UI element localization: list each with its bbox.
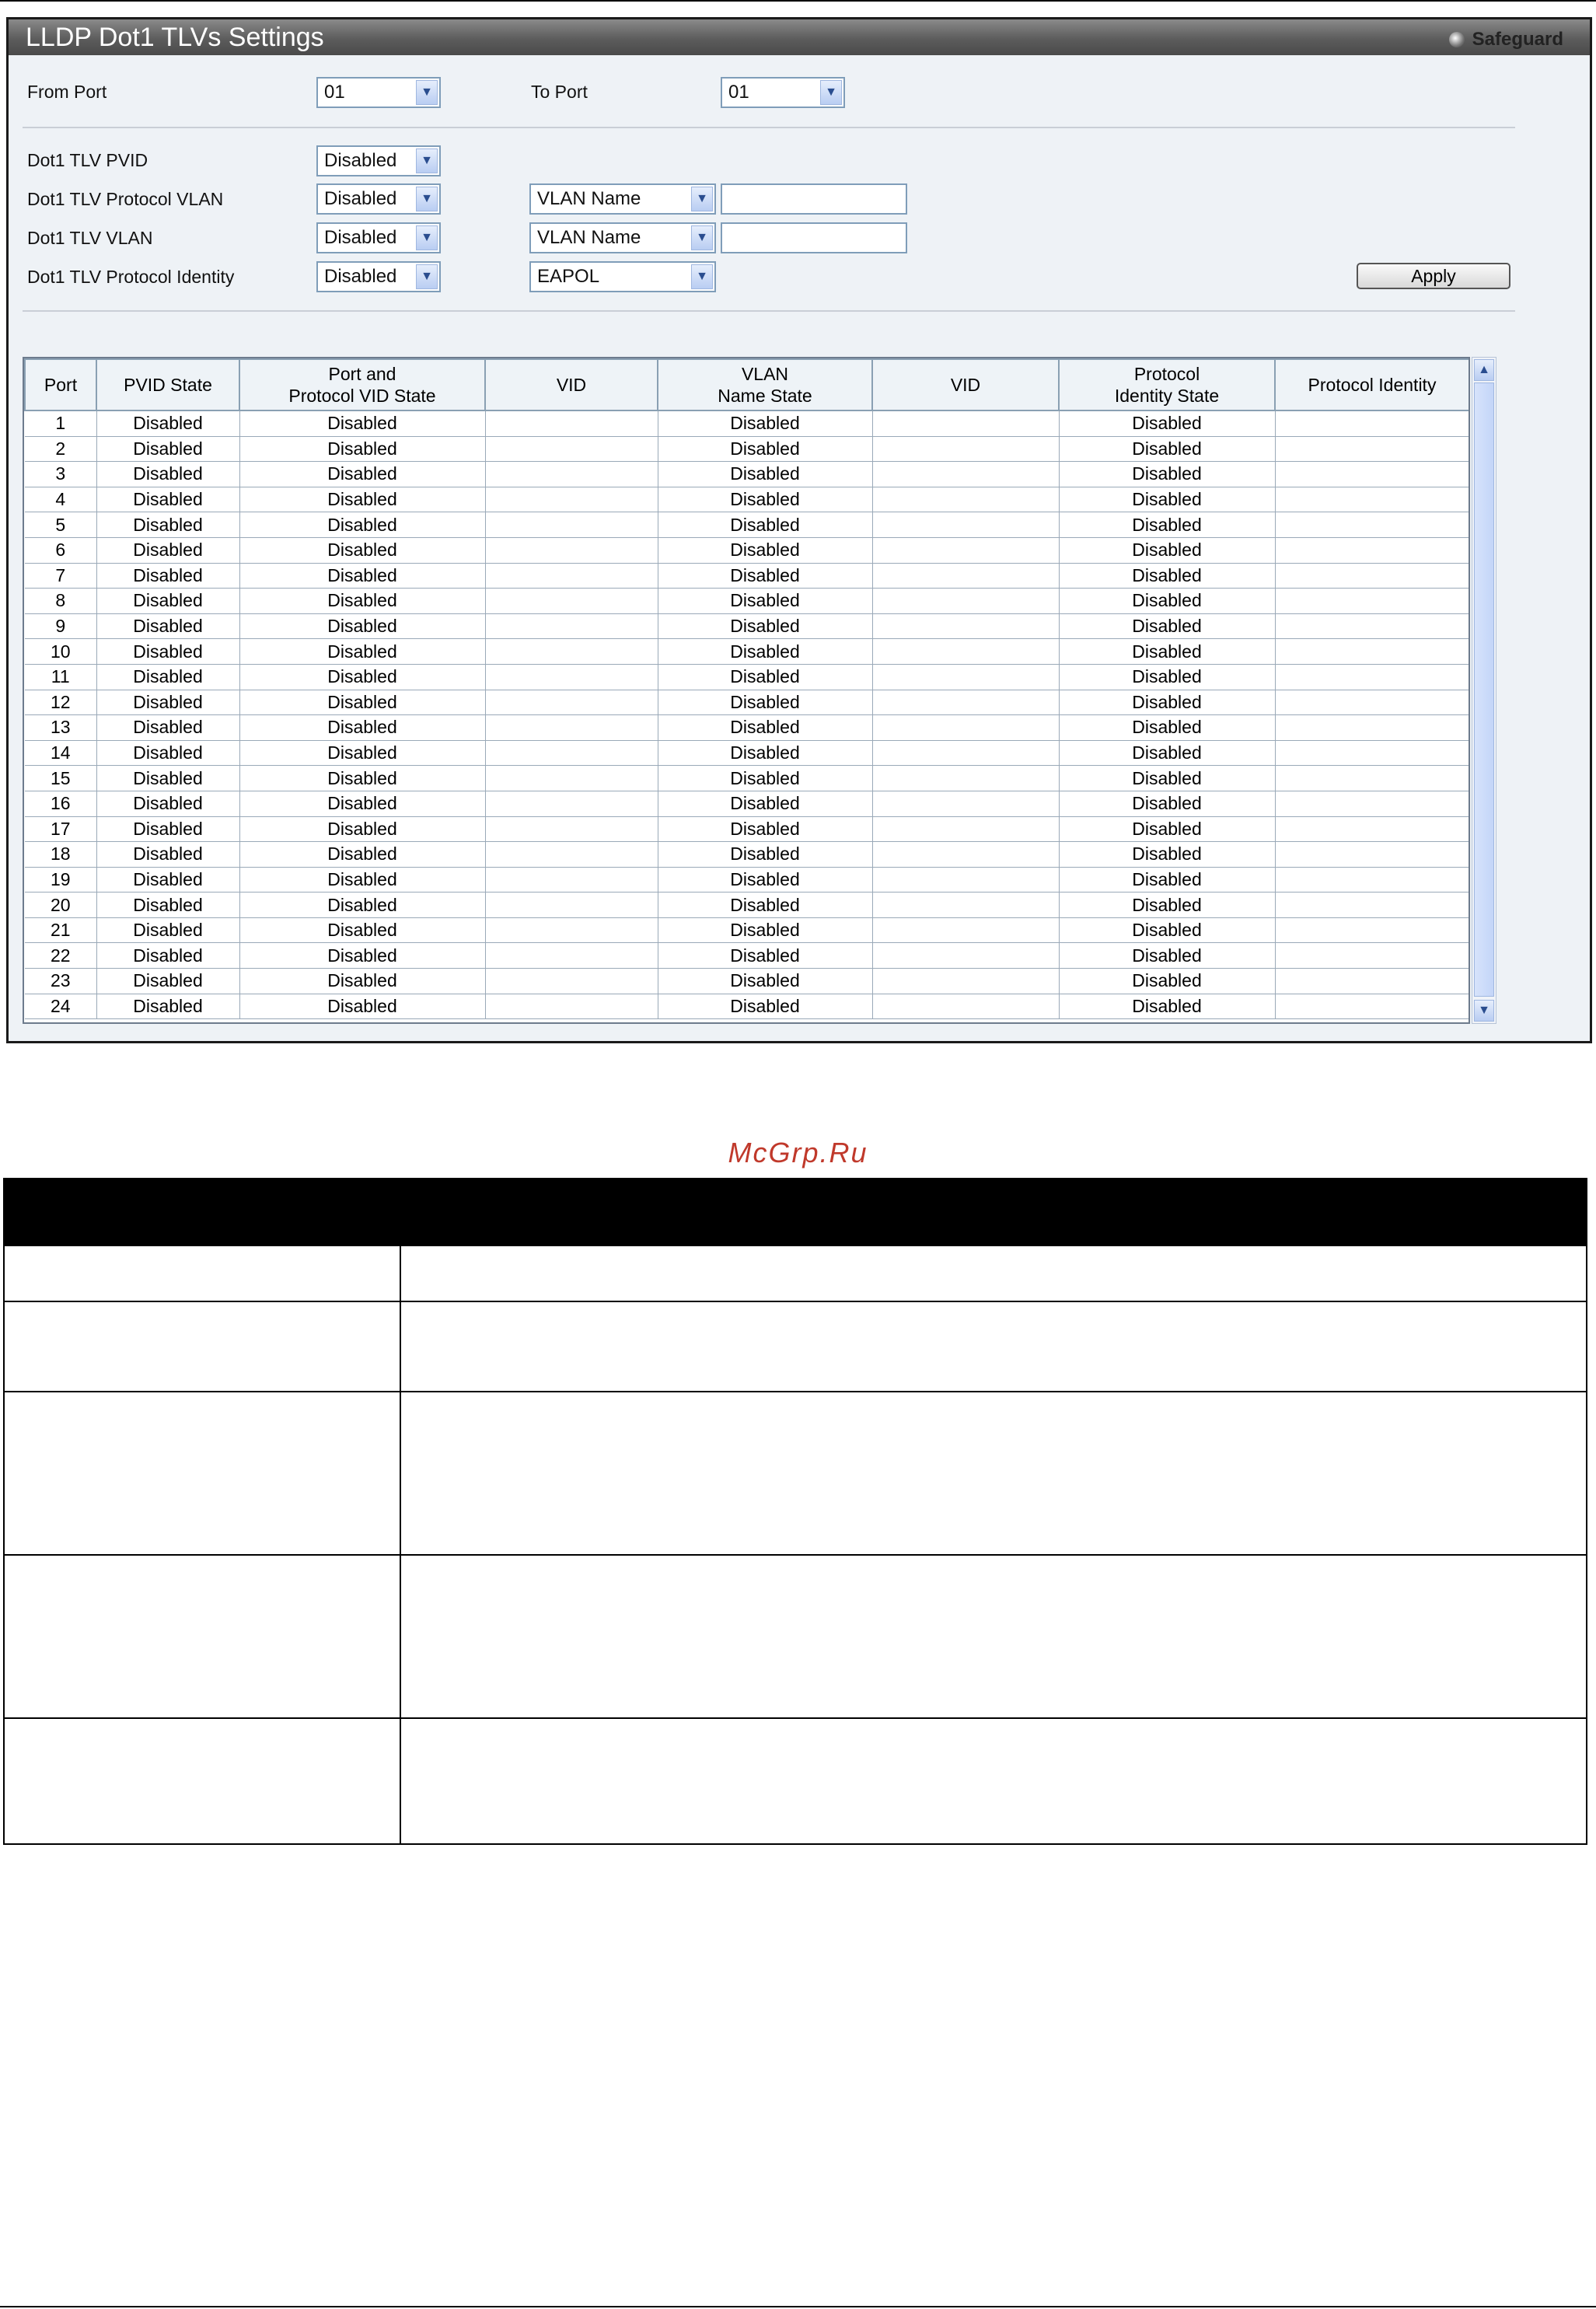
table-cell — [485, 715, 658, 741]
pvid-select[interactable] — [316, 145, 441, 176]
doc-table-row — [4, 1301, 1587, 1392]
table-cell — [872, 436, 1059, 462]
table-cell — [872, 893, 1059, 918]
table-cell: Disabled — [96, 690, 239, 715]
table-cell: Disabled — [239, 589, 485, 614]
table-cell — [872, 690, 1059, 715]
table-cell: 5 — [25, 512, 96, 538]
chevron-down-icon[interactable]: ▼ — [416, 187, 438, 211]
table-cell: Disabled — [96, 537, 239, 563]
table-cell — [1275, 589, 1469, 614]
table-cell: Disabled — [239, 639, 485, 665]
table-cell: 13 — [25, 715, 96, 741]
table-cell: Disabled — [1059, 867, 1275, 893]
lldp-dot1-tlvs-panel — [6, 17, 1592, 1043]
table-cell: 18 — [25, 842, 96, 868]
table-cell: 21 — [25, 917, 96, 943]
table-row — [25, 969, 1469, 994]
protocol-vlan-type-value: VLAN Name — [537, 188, 641, 209]
table-cell — [485, 613, 658, 639]
table-cell — [872, 766, 1059, 791]
table-cell: 23 — [25, 969, 96, 994]
table-cell: Disabled — [96, 816, 239, 842]
table-row — [25, 917, 1469, 943]
table-cell: 17 — [25, 816, 96, 842]
table-cell: Disabled — [239, 969, 485, 994]
to-port-select[interactable] — [721, 77, 845, 108]
chevron-down-icon[interactable]: ▼ — [691, 187, 713, 211]
table-cell: 24 — [25, 994, 96, 1019]
table-cell: Disabled — [239, 563, 485, 589]
table-cell: Disabled — [658, 994, 872, 1019]
table-cell: Disabled — [658, 715, 872, 741]
table-scrollbar[interactable] — [1472, 357, 1496, 1024]
table-cell: Disabled — [96, 791, 239, 816]
table-cell: 12 — [25, 690, 96, 715]
scroll-down-icon[interactable]: ▼ — [1474, 1000, 1494, 1022]
doc-header-description — [400, 1179, 1587, 1245]
table-cell — [872, 994, 1059, 1019]
table-cell — [485, 994, 658, 1019]
table-cell: Disabled — [96, 893, 239, 918]
table-cell — [872, 791, 1059, 816]
table-row — [25, 639, 1469, 665]
protocol-vlan-type-select[interactable] — [529, 183, 716, 215]
table-cell — [485, 740, 658, 766]
column-header: Port and Protocol VID State — [239, 359, 485, 410]
table-cell — [1275, 436, 1469, 462]
table-row — [25, 487, 1469, 512]
table-row — [25, 867, 1469, 893]
table-cell: Disabled — [96, 639, 239, 665]
table-cell: Disabled — [239, 740, 485, 766]
table-cell — [872, 842, 1059, 868]
table-cell: 4 — [25, 487, 96, 512]
watermark: McGrp.Ru — [728, 1137, 868, 1168]
table-cell: 20 — [25, 893, 96, 918]
table-cell: Disabled — [1059, 613, 1275, 639]
table-cell: 7 — [25, 563, 96, 589]
table-cell — [1275, 867, 1469, 893]
protocol-vlan-value: Disabled — [324, 188, 397, 209]
table-cell: Disabled — [1059, 994, 1275, 1019]
vlan-value: Disabled — [324, 227, 397, 248]
protocol-identity-label: Dot1 TLV Protocol Identity — [27, 267, 235, 287]
table-cell — [872, 563, 1059, 589]
table-cell: Disabled — [96, 512, 239, 538]
table-cell: Disabled — [96, 994, 239, 1019]
table-cell: Disabled — [239, 410, 485, 436]
table-cell — [872, 867, 1059, 893]
table-cell: Disabled — [1059, 791, 1275, 816]
table-cell: Disabled — [96, 410, 239, 436]
safeguard-indicator[interactable] — [1449, 29, 1563, 51]
table-cell: Disabled — [1059, 969, 1275, 994]
table-cell — [485, 563, 658, 589]
top-rule — [0, 0, 1596, 2]
table-cell: Disabled — [1059, 512, 1275, 538]
table-cell: Disabled — [1059, 842, 1275, 868]
table-cell — [1275, 664, 1469, 690]
table-cell: Disabled — [239, 512, 485, 538]
table-cell: Disabled — [239, 690, 485, 715]
table-cell — [1275, 917, 1469, 943]
table-header-row — [25, 359, 1469, 410]
table-cell — [485, 867, 658, 893]
table-row — [25, 664, 1469, 690]
table-cell: Disabled — [239, 462, 485, 487]
table-cell — [1275, 512, 1469, 538]
table-cell: Disabled — [96, 487, 239, 512]
table-cell: Disabled — [1059, 690, 1275, 715]
table-cell: Disabled — [239, 537, 485, 563]
table-cell: Disabled — [1059, 893, 1275, 918]
table-cell: Disabled — [658, 917, 872, 943]
to-port-value: 01 — [728, 82, 749, 103]
table-cell: Disabled — [239, 766, 485, 791]
table-cell — [1275, 969, 1469, 994]
table-cell — [485, 462, 658, 487]
table-cell — [1275, 893, 1469, 918]
table-cell: Disabled — [239, 436, 485, 462]
table-cell — [1275, 842, 1469, 868]
table-cell: 9 — [25, 613, 96, 639]
table-cell: Disabled — [96, 563, 239, 589]
doc-table-row — [4, 1718, 1587, 1844]
column-header: Port — [25, 359, 96, 410]
table-cell: Disabled — [1059, 436, 1275, 462]
bottom-rule — [0, 2306, 1596, 2307]
table-cell: Disabled — [658, 589, 872, 614]
table-cell: Disabled — [1059, 816, 1275, 842]
table-cell: Disabled — [658, 487, 872, 512]
table-cell: Disabled — [239, 893, 485, 918]
table-cell: Disabled — [1059, 639, 1275, 665]
table-cell: 16 — [25, 791, 96, 816]
table-cell — [872, 487, 1059, 512]
vlan-type-select[interactable] — [529, 222, 716, 253]
protocol-vlan-input[interactable] — [721, 183, 907, 215]
table-cell: Disabled — [96, 462, 239, 487]
table-cell: Disabled — [96, 867, 239, 893]
table-cell — [485, 664, 658, 690]
table-cell: 14 — [25, 740, 96, 766]
table-cell — [485, 893, 658, 918]
table-cell: Disabled — [239, 487, 485, 512]
table-cell: 11 — [25, 664, 96, 690]
table-cell: Disabled — [96, 589, 239, 614]
table-row — [25, 816, 1469, 842]
table-cell — [485, 943, 658, 969]
safeguard-label: Safeguard — [1472, 29, 1563, 50]
table-cell — [485, 639, 658, 665]
table-cell — [1275, 791, 1469, 816]
table-cell — [872, 512, 1059, 538]
table-cell: Disabled — [239, 816, 485, 842]
doc-table-row — [4, 1392, 1587, 1555]
table-row — [25, 994, 1469, 1019]
table-cell: Disabled — [658, 537, 872, 563]
table-row — [25, 436, 1469, 462]
table-cell: Disabled — [239, 791, 485, 816]
table-cell: Disabled — [658, 893, 872, 918]
table-cell — [872, 740, 1059, 766]
table-row — [25, 766, 1469, 791]
table-cell — [1275, 994, 1469, 1019]
column-header: VID — [485, 359, 658, 410]
table-cell: Disabled — [96, 715, 239, 741]
table-cell: Disabled — [1059, 917, 1275, 943]
table-cell — [485, 487, 658, 512]
table-cell: 15 — [25, 766, 96, 791]
protocol-identity-select[interactable] — [316, 261, 441, 292]
table-cell: 1 — [25, 410, 96, 436]
title-bar — [9, 19, 1590, 55]
protocol-identity-value: Disabled — [324, 266, 397, 287]
table-cell — [1275, 563, 1469, 589]
table-cell: Disabled — [1059, 487, 1275, 512]
table-cell — [485, 816, 658, 842]
table-cell: Disabled — [239, 664, 485, 690]
chevron-down-icon[interactable]: ▼ — [691, 225, 713, 250]
table-row — [25, 893, 1469, 918]
from-port-select[interactable] — [316, 77, 441, 108]
table-row — [25, 740, 1469, 766]
page-title: LLDP Dot1 TLVs Settings — [26, 23, 324, 52]
table-cell — [485, 766, 658, 791]
table-cell — [1275, 613, 1469, 639]
pvid-label: Dot1 TLV PVID — [27, 150, 148, 170]
ports-table-container — [23, 357, 1470, 1024]
table-row — [25, 842, 1469, 868]
column-header: Protocol Identity State — [1059, 359, 1275, 410]
table-cell: Disabled — [658, 664, 872, 690]
scrollbar-thumb[interactable] — [1474, 383, 1494, 997]
chevron-down-icon[interactable]: ▼ — [416, 80, 438, 105]
table-cell: Disabled — [658, 512, 872, 538]
from-port-label: From Port — [27, 82, 107, 102]
chevron-down-icon[interactable]: ▼ — [416, 225, 438, 250]
table-cell: 19 — [25, 867, 96, 893]
table-cell: Disabled — [1059, 537, 1275, 563]
table-cell — [1275, 537, 1469, 563]
table-cell: Disabled — [239, 613, 485, 639]
column-header: PVID State — [96, 359, 239, 410]
table-cell: Disabled — [1059, 410, 1275, 436]
doc-table-header — [4, 1179, 1587, 1245]
table-cell: Disabled — [658, 436, 872, 462]
table-cell: Disabled — [658, 563, 872, 589]
table-cell — [485, 589, 658, 614]
table-cell — [1275, 410, 1469, 436]
table-cell — [872, 613, 1059, 639]
table-row — [25, 943, 1469, 969]
table-cell — [485, 512, 658, 538]
table-cell: Disabled — [239, 994, 485, 1019]
vlan-label: Dot1 TLV VLAN — [27, 228, 153, 248]
table-cell — [872, 462, 1059, 487]
table-cell: Disabled — [658, 943, 872, 969]
table-cell — [1275, 766, 1469, 791]
parameter-description-table — [3, 1178, 1587, 1845]
table-row — [25, 563, 1469, 589]
protocol-identity-type-value: EAPOL — [537, 266, 600, 287]
table-row — [25, 613, 1469, 639]
chevron-down-icon[interactable]: ▼ — [820, 80, 842, 105]
table-cell: Disabled — [658, 842, 872, 868]
table-row — [25, 537, 1469, 563]
table-cell: Disabled — [96, 969, 239, 994]
table-cell — [872, 537, 1059, 563]
table-cell: Disabled — [96, 943, 239, 969]
table-cell — [485, 842, 658, 868]
table-cell: Disabled — [1059, 462, 1275, 487]
table-cell — [1275, 740, 1469, 766]
table-cell — [485, 436, 658, 462]
table-row — [25, 715, 1469, 741]
table-cell: Disabled — [96, 740, 239, 766]
table-row — [25, 791, 1469, 816]
table-cell — [1275, 462, 1469, 487]
table-row — [25, 410, 1469, 436]
table-cell — [872, 664, 1059, 690]
table-cell: Disabled — [658, 867, 872, 893]
table-cell — [1275, 639, 1469, 665]
table-cell: Disabled — [96, 917, 239, 943]
table-cell: Disabled — [1059, 563, 1275, 589]
table-cell — [872, 816, 1059, 842]
table-cell: Disabled — [239, 842, 485, 868]
table-cell: 10 — [25, 639, 96, 665]
protocol-vlan-label: Dot1 TLV Protocol VLAN — [27, 189, 224, 209]
table-cell — [1275, 943, 1469, 969]
vlan-input[interactable] — [721, 222, 907, 253]
table-cell: Disabled — [96, 436, 239, 462]
table-cell: Disabled — [658, 690, 872, 715]
table-row — [25, 512, 1469, 538]
table-cell: 8 — [25, 589, 96, 614]
apply-button[interactable]: Apply — [1357, 263, 1510, 289]
table-cell: Disabled — [658, 969, 872, 994]
table-cell: Disabled — [239, 917, 485, 943]
safeguard-status-icon — [1449, 32, 1465, 47]
table-cell — [872, 589, 1059, 614]
table-cell: Disabled — [1059, 715, 1275, 741]
table-cell — [485, 969, 658, 994]
chevron-down-icon[interactable]: ▼ — [691, 264, 713, 289]
pvid-value: Disabled — [324, 150, 397, 171]
divider — [23, 310, 1515, 312]
column-header: VID — [872, 359, 1059, 410]
column-header: Protocol Identity — [1275, 359, 1469, 410]
table-cell: Disabled — [1059, 664, 1275, 690]
table-cell: Disabled — [658, 410, 872, 436]
table-row — [25, 589, 1469, 614]
table-cell: Disabled — [239, 867, 485, 893]
table-cell: 22 — [25, 943, 96, 969]
to-port-label: To Port — [531, 82, 588, 102]
table-cell — [872, 715, 1059, 741]
protocol-identity-type-select[interactable] — [529, 261, 716, 292]
doc-table-row — [4, 1245, 1587, 1301]
table-cell: Disabled — [658, 816, 872, 842]
table-cell — [1275, 816, 1469, 842]
table-cell — [485, 410, 658, 436]
table-cell — [485, 690, 658, 715]
table-cell: Disabled — [658, 613, 872, 639]
ports-table — [24, 358, 1470, 1019]
table-cell: 2 — [25, 436, 96, 462]
table-cell: Disabled — [658, 639, 872, 665]
table-cell — [872, 943, 1059, 969]
table-cell — [485, 791, 658, 816]
table-cell — [1275, 715, 1469, 741]
table-cell: Disabled — [1059, 740, 1275, 766]
column-header: VLAN Name State — [658, 359, 872, 410]
table-cell: Disabled — [96, 842, 239, 868]
from-port-value: 01 — [324, 82, 345, 103]
table-cell — [872, 969, 1059, 994]
table-cell — [872, 410, 1059, 436]
table-cell — [1275, 487, 1469, 512]
table-cell — [872, 917, 1059, 943]
table-cell — [485, 537, 658, 563]
table-cell: Disabled — [658, 766, 872, 791]
doc-header-parameter — [4, 1179, 400, 1245]
chevron-down-icon[interactable]: ▼ — [416, 264, 438, 289]
table-cell: Disabled — [1059, 589, 1275, 614]
table-cell: 3 — [25, 462, 96, 487]
table-cell: Disabled — [96, 766, 239, 791]
divider — [23, 127, 1515, 128]
table-row — [25, 690, 1469, 715]
doc-table-row — [4, 1555, 1587, 1718]
table-cell: 6 — [25, 537, 96, 563]
table-cell: Disabled — [1059, 943, 1275, 969]
scroll-up-icon[interactable]: ▲ — [1474, 359, 1494, 381]
table-cell — [1275, 690, 1469, 715]
table-cell: Disabled — [96, 613, 239, 639]
vlan-type-value: VLAN Name — [537, 227, 641, 248]
protocol-vlan-select[interactable] — [316, 183, 441, 215]
table-cell: Disabled — [239, 715, 485, 741]
chevron-down-icon[interactable]: ▼ — [416, 148, 438, 173]
table-cell — [872, 639, 1059, 665]
table-cell: Disabled — [1059, 766, 1275, 791]
table-cell: Disabled — [239, 943, 485, 969]
table-cell: Disabled — [96, 664, 239, 690]
table-cell: Disabled — [658, 740, 872, 766]
table-cell: Disabled — [658, 791, 872, 816]
vlan-select[interactable] — [316, 222, 441, 253]
table-row — [25, 462, 1469, 487]
table-cell: Disabled — [658, 462, 872, 487]
table-cell — [485, 917, 658, 943]
